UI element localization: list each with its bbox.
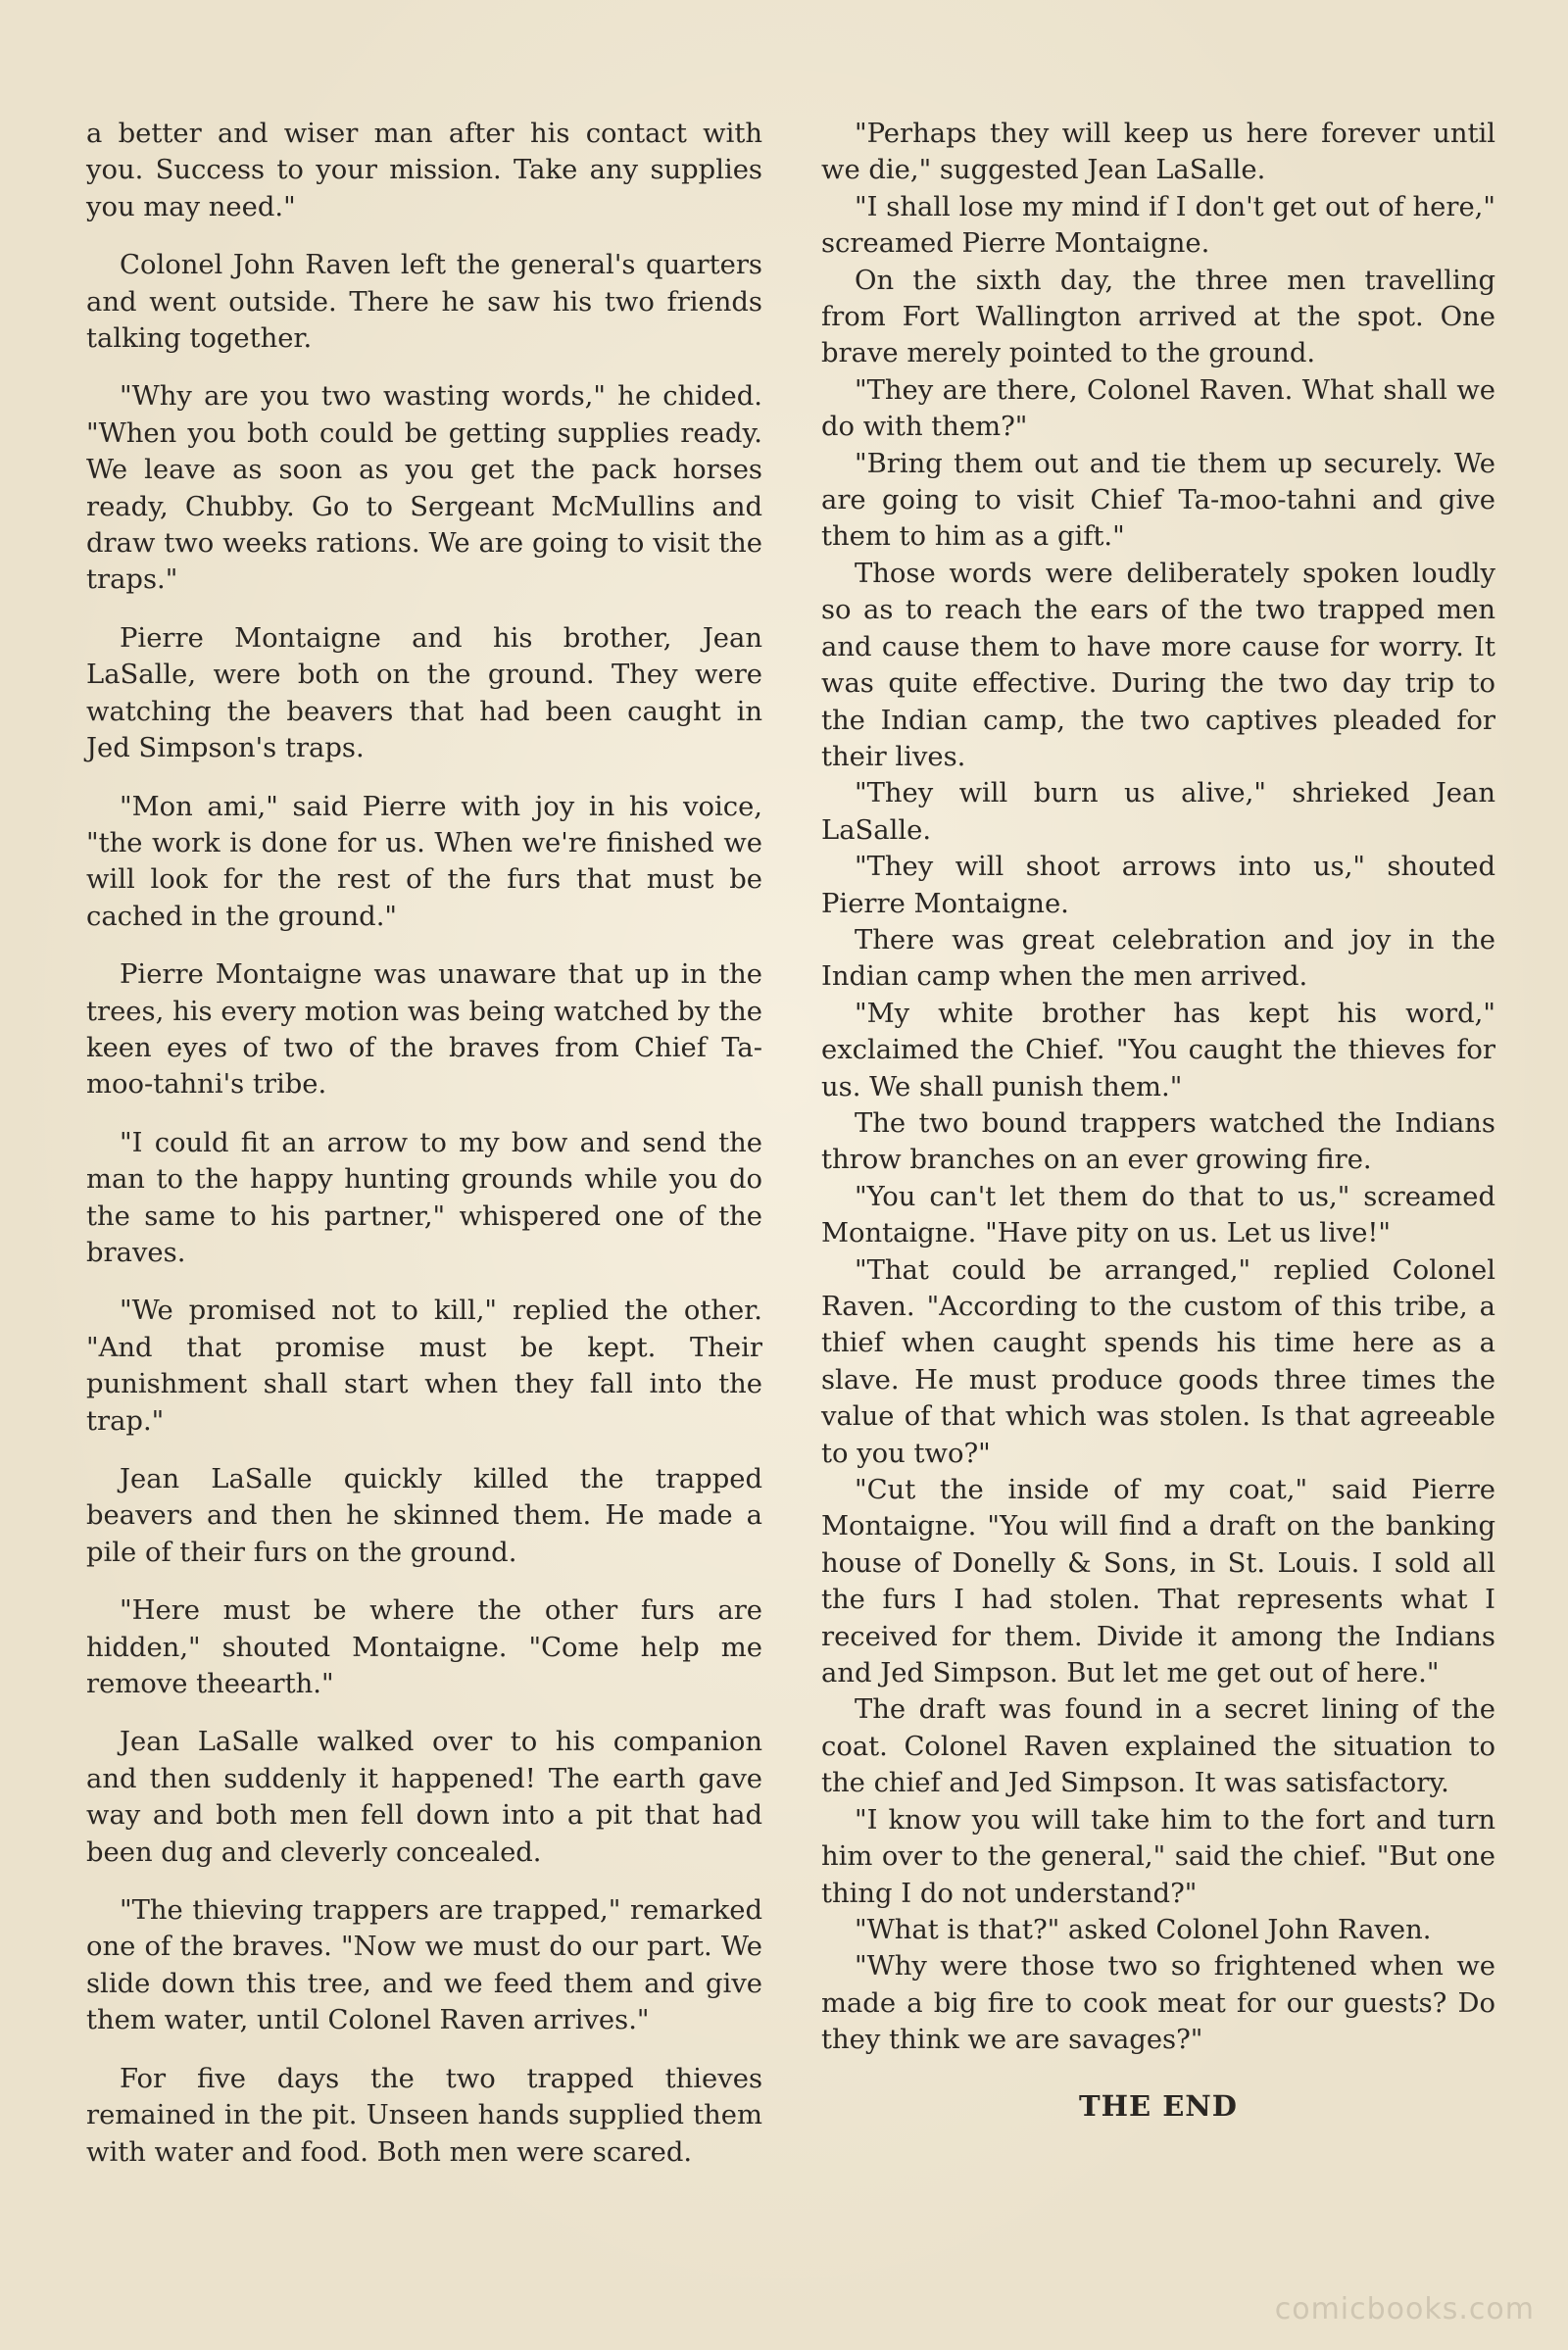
paragraph: Colonel John Raven left the general's quarters and went outside. There he saw his two friends talking together. xyxy=(86,250,762,355)
paragraph: Pierre Montaigne and his brother, Jean LaSalle, were both on the ground. They were watching the beavers that had been caught in Jed Simpson's traps. xyxy=(86,622,762,764)
right-text-column xyxy=(821,116,1495,2059)
paragraph: "Bring them out and tie them up securely. We are going to visit Chief Ta-moo-tahni and give them to him as a gift." xyxy=(821,448,1495,553)
watermark: comicbooks.com xyxy=(1274,2292,1535,2326)
paragraph: Jean LaSalle quickly killed the trapped beavers and then he skinned them. He made a pile of their furs on the ground. xyxy=(86,1464,762,1568)
paragraph: "They will burn us alive," shrieked Jean LaSalle. xyxy=(821,778,1495,846)
paragraph: Jean LaSalle walked over to his companion and then suddenly it happened! The earth gave way and both men fell down into a pit that had been dug and cleverly concealed. xyxy=(86,1727,762,1868)
paragraph: "They will shoot arrows into us," shouted Pierre Montaigne. xyxy=(821,852,1495,919)
paragraph: "They are there, Colonel Raven. What shall we do with them?" xyxy=(821,374,1495,443)
paragraph: "My white brother has kept his word," exclaimed the Chief. "You caught the thieves for us. We shall punish them." xyxy=(821,998,1495,1102)
paragraph: "The thieving trappers are trapped," remarked one of the braves. "Now we must do our part. We slide down this tree, and we feed them and give them water, until Colonel Raven arrives." xyxy=(86,1895,762,2036)
paragraph: "You can't let them do that to us," screamed Montaigne. "Have pity on us. Let us live!" xyxy=(821,1181,1495,1249)
paragraph: For five days the two trapped thieves remained in the pit. Unseen hands supplied them with water and food. Both men were scared. xyxy=(86,2063,762,2168)
paragraph: a better and wiser man after his contact with you. Success to your mission. Take any supplies you may need." xyxy=(86,119,762,222)
paragraph: "We promised not to kill," replied the other. "And that promise must be kept. Their punishment shall start when they fall into the trap." xyxy=(86,1296,762,1437)
paragraph: The draft was found in a secret lining of the coat. Colonel Raven explained the situation to the chief and Jed Simpson. It was satisfactory. xyxy=(821,1694,1495,1799)
the-end-label: THE END xyxy=(1079,2089,1238,2123)
paragraph: "Why are you two wasting words," he chided. "When you both could be getting supplies ready. We leave as soon as you get the pack horses ready, Chubby. Go to Sergeant McMullins and draw two weeks rations. We are going to visit the traps." xyxy=(86,381,762,596)
paragraph: "Perhaps they will keep us here forever until we die," suggested Jean LaSalle. xyxy=(821,119,1495,186)
paragraph: "I could fit an arrow to my bow and send the man to the happy hunting grounds while you do the same to his partner," whispered one of the braves. xyxy=(86,1127,762,1268)
paragraph: "Why were those two so frightened when we made a big fire to cook meat for our guests? Do they think we are savages?" xyxy=(821,1951,1495,2056)
paragraph: Those words were deliberately spoken loudly so as to reach the ears of the two trapped men and cause them to have more cause for worry. It was quite effective. During the two day trip to the Indian camp, the two captives pleaded for their lives. xyxy=(821,558,1495,772)
paragraph: Pierre Montaigne was unaware that up in the trees, his every motion was being watched by the keen eyes of two of the braves from Chief Ta-moo-tahni's tribe. xyxy=(86,959,762,1101)
left-text-column xyxy=(86,116,762,2192)
paragraph: The two bound trappers watched the Indians throw branches on an ever growing fire. xyxy=(821,1107,1495,1176)
paragraph: "That could be arranged," replied Colonel Raven. "According to the custom of this tribe, a thief when caught spends his time here as a slave. He must produce goods three times the value of that which was stolen. Is that agreeable to you two?" xyxy=(821,1254,1495,1469)
paragraph: "I know you will take him to the fort and turn him over to the general," said the chief. "But one thing I do not understand?" xyxy=(821,1804,1495,1909)
paragraph: There was great celebration and joy in the Indian camp when the men arrived. xyxy=(821,924,1495,993)
paragraph: On the sixth day, the three men travelling from Fort Wallington arrived at the spot. One brave merely pointed to the ground. xyxy=(821,265,1495,369)
paragraph: "I shall lose my mind if I don't get out of here," screamed Pierre Montaigne. xyxy=(821,191,1495,260)
paragraph: "Cut the inside of my coat," said Pierre Montaigne. "You will find a draft on the banking house of Donelly & Sons, in St. Louis. I sold all the furs I had stolen. That represents what I received for them. Divide it among the Indians and Jed Simpson. But let me get out of here." xyxy=(821,1475,1495,1689)
paragraph: "Here must be where the other furs are hidden," shouted Montaigne. "Come help me remove theearth." xyxy=(86,1595,762,1700)
paragraph: "Mon ami," said Pierre with joy in his voice, "the work is done for us. When we're finished we will look for the rest of the furs that must be cached in the ground." xyxy=(86,791,762,932)
paragraph: "What is that?" asked Colonel John Raven. xyxy=(855,1914,1432,1945)
